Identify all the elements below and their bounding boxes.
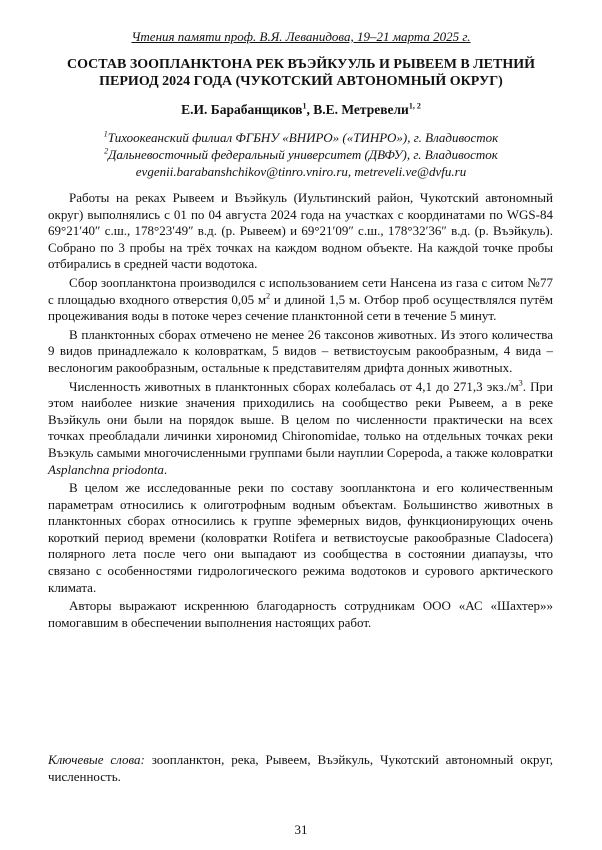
- paragraph-4-text-c: .: [163, 461, 168, 477]
- paragraph-6-acknowledgements: Авторы выражают искреннюю благодарность сотрудникам ООО «АС «Шахтер»» помогавшим в обеспечении выполнения настоящих работ.: [48, 598, 553, 630]
- keywords-label: Ключевые слова:: [48, 752, 145, 767]
- affiliation-2: [52, 147, 550, 163]
- paragraph-4: [48, 379, 553, 479]
- species-name: Asplanchna priodonta: [48, 461, 164, 477]
- paragraph-2-text-a: Сбор зоопланктона производился с использованием сети Нансена из газа с ситом №77 с площадью входного отверстия 0,05 м: [48, 274, 553, 307]
- affiliation-1: [52, 130, 550, 146]
- page-number: 31: [294, 822, 308, 837]
- paragraph-3: В планктонных сборах отмечено не менее 26 таксонов животных. Из этого количества 9 видов принадлежало к коловраткам, 5 видов – ветвистоусым ракообразным, 4 вида – веслоногим ракообразным, остальные к представителям дрифта донных животных.: [48, 326, 553, 375]
- author-emails: evgenii.barabanshchikov@tinro.vniro.ru, metreveli.ve@dvfu.ru: [135, 164, 467, 179]
- author-separator: ,: [306, 102, 314, 117]
- paragraph-2-text-b: и длиной 1,5 м. Отбор проб осуществлялся путём процеживания воды в потоке через сечение планктонной сети в течение 5 минут.: [48, 291, 553, 324]
- author-2: В.Е. Метревели: [313, 102, 409, 117]
- affiliation-1-text: Тихоокеанский филиал ФГБНУ «ВНИРО» («ТИНРО»), г. Владивосток: [107, 130, 499, 145]
- paragraph-4-text-b: . При этом наиболее низкие значения приходились на сообщество реки Рывеем, а в реке Въэйкуль они были на порядок выше. В целом по численности практически на всех точках преобладали личинки хирономид Chironomidae, только на отдельных точках реки Въэкуль самыми многочисленными группами были науплии Copepoda, а также коловратки: [48, 378, 553, 460]
- article-title: СОСТАВ ЗООПЛАНКТОНА РЕК ВЪЭЙКУУЛЬ И РЫВЕЕМ В ЛЕТНИЙ ПЕРИОД 2024 ГОДА (ЧУКОТСКИЙ АВТОНОМНЫЙ ОКРУГ): [66, 57, 536, 89]
- keywords-text: зоопланктон, река, Рывеем, Въэйкуль, Чукотский автономный округ, численность.: [48, 752, 553, 784]
- author-1-affil-mark: 1: [302, 101, 307, 111]
- affiliation-1-mark: 1: [103, 129, 108, 139]
- paragraph-4-text-a: Численность животных в планктонных сборах колебалась от 4,1 до 271,3 экз./м: [69, 378, 519, 394]
- running-header: Чтения памяти проф. В.Я. Леванидова, 19–21 марта 2025 г.: [131, 29, 471, 44]
- paragraph-5: В целом же исследованные реки по составу зоопланктона и его количественным параметрам относились к олиготрофным водным объектам. Большинство животных в планктонных сборах относились к группе эфемерных видов, функционирующих очень короткий период времени (коловратки Rotifera и ветвистоусые ракообразные Cladocera) полярного лета после чего они выпадают из сообщества в состоянии диапаузы, что связано с особенностями гидрологического режима водотоков и сурового арктического климата.: [48, 480, 553, 595]
- paragraph-4-superscript: 3: [518, 378, 523, 388]
- affiliation-2-text: Дальневосточный федеральный университет (ДВФУ), г. Владивосток: [108, 147, 498, 162]
- article-body: [48, 190, 553, 633]
- affiliation-2-mark: 2: [104, 146, 109, 156]
- paragraph-2-superscript: 2: [266, 291, 271, 301]
- paragraph-1: Работы на реках Рывеем и Въэйкуль (Иультинский район, Чукотский автономный округ) выполнялись с 01 по 04 августа 2024 года на участках с координатами по WGS-84 69°21′40″ с.ш., 178°23′49″ в.д. (р. Рывеем) и 69°21′09″ с.ш., 178°32′36″ в.д. (р. Въэйкуль). Собрано по 3 пробы на трёх точках на каждом водном объекте. На каждой точке пробы отбирались в средней части водотока.: [48, 190, 553, 272]
- authors-line: [52, 102, 550, 118]
- author-1: Е.И. Барабанщиков: [181, 102, 303, 117]
- keywords: [48, 752, 553, 785]
- paragraph-2: [48, 275, 553, 325]
- author-2-affil-mark: 1, 2: [408, 101, 421, 111]
